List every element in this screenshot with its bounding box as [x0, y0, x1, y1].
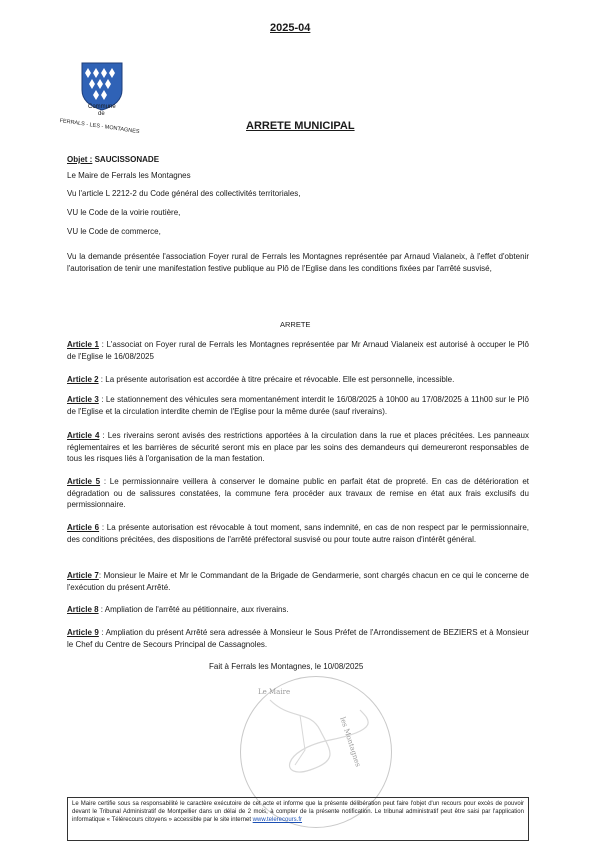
article-text: : Monsieur le Maire et Mr le Commandant de la Brigade de Gendarmerie, sont chargés chacun en ce qui le concerne de l'exécution du présent Arrêté. [67, 571, 529, 592]
logo-line-commune-name: FERRALS - LES - MONTAGNES [59, 118, 140, 136]
article-text: : Les riverains seront avisés des restrictions apportées à la circulation dans la rue et places précitées. Les panneaux réglementaires et les barrières de sécurité seront mis en place par les soins des demandeurs qui demeureront responsables de tous les risques liés à l'organisation de la man festation. [67, 431, 530, 463]
page-title: ARRETE MUNICIPAL [246, 120, 355, 132]
article-5 [67, 476, 529, 511]
section-heading: ARRETE [280, 320, 311, 329]
telerecours-link[interactable]: www.telerecours.fr [252, 817, 303, 823]
article-label: Article 7 [67, 571, 99, 580]
legal-notice-box [67, 797, 529, 841]
logo-line-commune: Commune [88, 104, 116, 110]
article-label: Article 1 [67, 340, 99, 349]
article-label: Article 6 [67, 523, 100, 532]
article-3 [67, 394, 529, 417]
stamp-text-right: les Montagnes [338, 716, 363, 768]
logo-line-de: de [98, 111, 105, 117]
legal-notice-text: Le Maire certifie sous sa responsabilité le caractère exécutoire de cet acte et informe que la présente délibération peut faire l'objet d'un recours pour excès de pouvoir devant le Tribunal Administratif de Montpellier dans un délai de 2 mois, à compter de la présente notification. Le tribunal administratif peut être saisi par l'application informatique « Télérecours citoyens » accessible par le site internet [72, 801, 524, 823]
article-label: Article 3 [67, 395, 99, 404]
article-1 [67, 339, 529, 362]
article-text: : La présente autorisation est révocable à tout moment, sans indemnité, en cas de non respect par le permissionnaire, des conditions précitées, des dispositions de l'arrêté préfectoral susvisé ou pour toute autre raison d'intérêt général. [67, 523, 530, 544]
article-6 [67, 522, 529, 545]
preamble-commerce: VU le Code de commerce, [67, 227, 161, 236]
article-text: : La présente autorisation est accordée à titre précaire et révocable. Elle est personnelle, incessible. [98, 375, 455, 384]
document-reference: 2025-04 [270, 22, 311, 34]
commune-logo [60, 60, 152, 140]
objet-value: SAUCISSONADE [94, 155, 160, 164]
article-8 [67, 604, 529, 616]
handwritten-signature [250, 690, 380, 790]
article-text: : Le stationnement des véhicules sera momentanément interdit le 16/08/2025 à 10h00 au 17/08/2025 à 11h00 sur le Plô de l'Eglise et la circulation interdite chemin de l'Eglise pour la même durée (sauf riverains). [67, 395, 529, 416]
article-label: Article 9 [67, 628, 99, 637]
objet-line [67, 155, 159, 164]
article-text: : Le permissionnaire veillera à conserver le domaine public en parfait état de propreté. En cas de détérioration et dégradation ou de salissures constatées, la commune fera procéder aux travaux de remise en état aux frais exclusifs du permissionnaire. [67, 477, 529, 509]
request-paragraph: Vu la demande présentée l'association Foyer rural de Ferrals les Montagnes représentée par Arnaud Vialaneix, à l'effet d'obtenir l'autorisation de tenir une manifestation festive publique au Plô de l'Eglise dans les conditions fixées par l'arrêté susvisé, [67, 252, 529, 273]
article-4 [67, 430, 529, 465]
article-text: : Ampliation de l'arrêté au pétitionnaire, aux riverains. [98, 605, 289, 614]
article-label: Article 4 [67, 431, 100, 440]
article-label: Article 5 [67, 477, 101, 486]
preamble-voirie: VU le Code de la voirie routière, [67, 208, 181, 217]
article-label: Article 8 [67, 605, 99, 614]
article-label: Article 2 [67, 375, 99, 384]
place-and-date: Fait à Ferrals les Montagnes, le 10/08/2025 [209, 662, 364, 671]
objet-label: Objet : [67, 155, 93, 164]
preamble-cgct: Vu l'article L 2212-2 du Code général des collectivités territoriales, [67, 189, 301, 198]
article-9 [67, 627, 529, 650]
preamble-maire: Le Maire de Ferrals les Montagnes [67, 171, 191, 180]
article-text: : L'associat on Foyer rural de Ferrals les Montagnes représentée par Mr Arnaud Vialaneix est autorisé à occuper le Plô de l'Eglise le 16/08/2025 [67, 340, 530, 361]
article-2 [67, 374, 529, 386]
article-text: : Ampliation du présent Arrêté sera adressée à Monsieur le Sous Préfet de l'Arrondissement de BEZIERS et à Monsieur le Chef du Centre de Secours Principal de Cassagnoles. [67, 628, 529, 649]
article-7 [67, 570, 529, 593]
stamp-text-left: Le Maire [258, 688, 291, 696]
